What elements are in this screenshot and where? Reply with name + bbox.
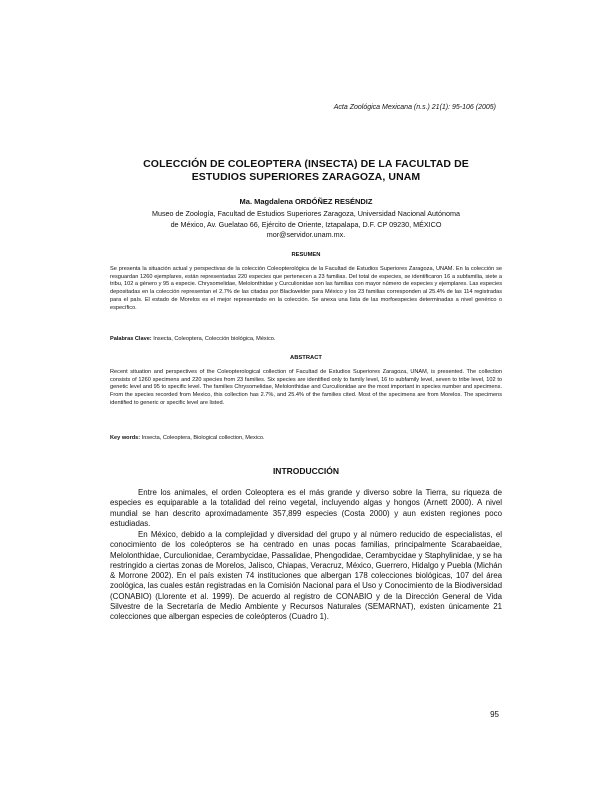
affiliation-line-1: Museo de Zoología, Facultad de Estudios Superiores Zaragoza, Universidad Nacional Autónoma: [151, 209, 461, 218]
abstract-keywords-label: Key words:: [110, 435, 141, 441]
author-email: mor@servidor.unam.mx.: [266, 230, 346, 239]
abstract-text: Recent situation and perspectives of the Coleopterological collection of Facultad de Estudios Superiores Zaragoza, UNAM, is presented. The collection consists of 1260 specimens and 220 species from 23 families. Six species are identified only to family level, 16 to subfamily level, seven to tribe level, 102 to genetic level and 95 to specific level. The families Chrysomelidae, Melolonthidae and Curculionidae are the most important in species number and specimens. From the species recorded from Mexico, this collection has 2.7%, and 25.4% of the families cited. Most of the specimens are from Morelos. The specimens identified to generic or specific level are listed.: [110, 369, 502, 406]
author-name: Ma. Magdalena ORDÓÑEZ RESÉNDIZ: [239, 197, 373, 206]
resumen-keywords-value: Insecta, Coleoptera, Colección biológica, México.: [153, 336, 276, 342]
abstract-keywords: [110, 435, 502, 443]
title-line-2: ESTUDIOS SUPERIORES ZARAGOZA, UNAM: [191, 171, 421, 183]
resumen-text: Se presenta la situación actual y perspectivas de la colección Coleopterológica de la Facultad de Estudios Superiores Zaragoza, UNAM. En la colección se resguardan 1260 ejemplares, están representadas 220 especies que pertenecen a 23 familias. Del total de especies, se identificaron 16 a subfamilia, siete a tribu, 102 a género y 95 a especie. Chrysomelidae, Melolonthidae y Curculionidae son las familias con mayor número de especies y ejemplares. Las especies depositadas en la colección representan el 2.7% de las citadas por Blackwelder para México y los 23 familias corresponden al 25.4% de las 114 registradas para el país. El estado de Morelos es el mejor representado en la colección. Se anexa una lista de las morfoespecies determinadas a nivel genérico o específico.: [110, 266, 502, 311]
article-title: [100, 158, 512, 184]
abstract-keywords-value: Insecta, Coleoptera, Biological collection, Mexico.: [141, 435, 265, 441]
resumen-heading: RESUMEN: [291, 252, 321, 258]
affiliation: [100, 209, 512, 241]
journal-reference: Acta Zoológica Mexicana (n.s.) 21(1): 95-106 (2005): [333, 104, 496, 111]
page-number: 95: [490, 710, 499, 719]
title-line-1: COLECCIÓN DE COLEOPTERA (INSECTA) DE LA FACULTAD DE: [143, 158, 469, 170]
abstract-heading: ABSTRACT: [290, 355, 322, 361]
introduccion-paragraph-2: En México, debido a la complejidad y diversidad del grupo y al número reducido de especialistas, el conocimiento de los coleópteros se ha centrado en unas pocas familias, principalmente Scarabaeidae, Melolonthidae, Curculionidae, Cerambycidae, Passalidae, Phengodidae, Cerambycidae y Staphylinidae, y se ha restringido a ciertas zonas de Morelos, Jalisco, Chiapas, Veracruz, México, Guerrero, Hidalgo y Puebla (Michán & Morrone 2002). En el país existen 74 instituciones que albergan 178 colecciones biológicas, 107 del área zoológica, las cuales están registradas en la Comisión Nacional para el Uso y Conocimiento de la Biodiversidad (CONABIO) (Llorente et al. 1999). De acuerdo al registro de CONABIO y de la Dirección General de Vida Silvestre de la Secretaría de Medio Ambiente y Recursos Naturales (SEMARNAT), existen únicamente 21 colecciones que albergan especies de coleópteros (Cuadro 1).: [110, 530, 502, 622]
resumen-keywords-label: Palabras Clave:: [110, 336, 152, 342]
introduccion-heading: INTRODUCCIÓN: [272, 466, 340, 476]
introduccion-paragraph-1: Entre los animales, el orden Coleoptera es el más grande y diverso sobre la Tierra, su riqueza de especies es equiparable a la totalidad del reino vegetal, incluyendo algas y hongos (Arnett 2000). A nivel mundial se han descrito aproximadamente 357,899 especies (Costa 2000) y aun existen regiones poco estudiadas.: [110, 488, 502, 528]
affiliation-line-2: de México, Av. Guelatao 66, Ejército de Oriente, Iztapalapa, D.F. CP 09230, MÉXICO: [170, 219, 442, 229]
resumen-keywords: [110, 336, 502, 344]
